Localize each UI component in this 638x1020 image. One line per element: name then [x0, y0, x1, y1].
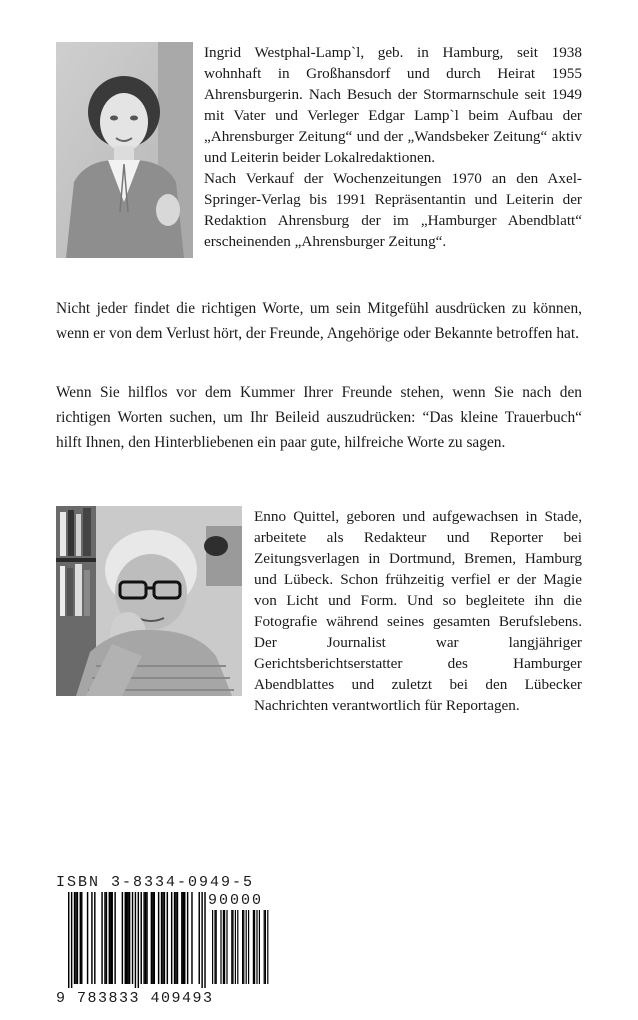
barcode-addon-number: 90000	[208, 892, 264, 909]
barcode-bar	[187, 892, 188, 984]
barcode-addon-bar	[248, 910, 249, 984]
author-bio-quittel	[56, 506, 582, 716]
barcode-bar	[114, 892, 115, 984]
author-bio-text-1: Ingrid Westphal-Lamp`l, geb. in Hamburg, seit 1938 wohnhaft in Großhansdorf und durch Heirat 1955 Ahrensburgerin. Nach Besuch der Stormarnschule seit 1949 mit Vater und Verleger Edgar Lamp`l beim Aufbau der „Ahrensburger Zeitung“ und der „Wandsbeker Zeitung“ aktiv und Leiterin beider Lokalredaktionen.	[204, 44, 582, 166]
barcode-bar	[135, 892, 136, 988]
barcode-bar	[75, 892, 76, 984]
barcode-bar	[74, 892, 75, 984]
barcode-bar	[162, 892, 163, 984]
barcode-bar	[177, 892, 178, 984]
portrait-photo-man-icon	[56, 506, 242, 696]
barcode-addon-bar	[253, 910, 254, 984]
barcode-bar	[141, 892, 142, 984]
author-bio-text-2: Nach Verkauf der Wochenzeitungen 1970 an den Axel-Springer-Verlag bis 1991 Repräsentantin und Leiterin der Redaktion Ahrensburg der im „Hamburger Abendblatt“ erscheinenden „Ahrensburger Zeitung“.	[204, 170, 582, 250]
barcode-bar	[191, 892, 192, 984]
barcode-bar	[171, 892, 172, 984]
barcode-bar	[77, 892, 78, 984]
barcode-addon-bar	[242, 910, 243, 984]
barcode-addon-bar	[214, 910, 215, 984]
barcode-bar	[81, 892, 82, 984]
barcode-bar	[184, 892, 185, 984]
barcode-addon-bar	[265, 910, 266, 984]
barcode-bar	[201, 892, 202, 988]
barcode-bar	[109, 892, 110, 984]
barcode-addon-bar	[256, 910, 257, 984]
barcode-addon-bar	[264, 910, 265, 984]
barcode-addon-bar	[232, 910, 233, 984]
barcode-bar	[164, 892, 165, 984]
portrait-photo-woman-icon	[56, 42, 193, 258]
barcode-addon-bar	[226, 910, 227, 984]
barcode-bar	[106, 892, 107, 984]
barcode-bar	[152, 892, 153, 984]
barcode-bar	[125, 892, 126, 984]
barcode-bar	[122, 892, 123, 984]
barcode-bar	[132, 892, 133, 984]
barcode-addon-bar	[224, 910, 225, 984]
barcode-bar	[204, 892, 205, 988]
barcode-bar	[68, 892, 69, 988]
barcode-bar	[183, 892, 184, 984]
author-photo-westphal-lampl	[56, 42, 193, 258]
barcode-addon-bar	[237, 910, 238, 984]
barcode-ean-number: 9 783833 409493	[56, 990, 214, 1007]
author-photo-quittel	[56, 506, 242, 696]
barcode-bar	[158, 892, 159, 984]
author-bio-westphal-lampl	[56, 42, 582, 252]
barcode-bar	[91, 892, 92, 984]
barcode-bar	[94, 892, 95, 984]
barcode-addon-bar	[216, 910, 217, 984]
barcode-bar	[127, 892, 128, 984]
barcode-bar	[146, 892, 147, 984]
intro-paragraph-1: Nicht jeder findet die richtigen Worte, um sein Mitgefühl ausdrücken zu können, wenn er von dem Verlust hört, der Freunde, Angehörige oder Bekannte betroffen hat.	[56, 300, 582, 342]
ean-barcode	[56, 892, 274, 1010]
barcode-bar	[87, 892, 88, 984]
barcode-bar	[199, 892, 200, 984]
author-bio-text-quittel: Enno Quittel, geboren und aufgewachsen in Stade, arbeitete als Redakteur und Reporter bei Zeitungsverlagen in Dortmund, Bremen, Hamburg und Lübeck. Schon frühzeitig verfiel er der Magie von Licht und Form. Und so begleitete ihn die Fotografie während seines gesamten Berufslebens. Der Journalist war langjähriger Gerichtsberichtserstatter des Hamburger Abendblattes und zuletzt bei den Lübecker Nachrichten verantwortlich für Reportagen.	[254, 508, 582, 714]
barcode-bar	[143, 892, 144, 984]
barcode-bar	[104, 892, 105, 984]
barcode-bar	[129, 892, 130, 984]
barcode-addon-bar	[243, 910, 244, 984]
barcode-bar	[138, 892, 139, 988]
barcode-addon-bar	[235, 910, 236, 984]
barcode-addon-bar	[246, 910, 247, 984]
barcode-addon-bar	[220, 910, 221, 984]
barcode-addon-bar	[223, 910, 224, 984]
barcode-addon-bar	[254, 910, 255, 984]
barcode-addon-bar	[267, 910, 268, 984]
barcode-bar	[110, 892, 111, 984]
barcode-bar	[71, 892, 72, 988]
barcode-addon-bar	[231, 910, 232, 984]
isbn-label: ISBN 3-8334-0949-5	[56, 874, 255, 891]
intro-paragraph-2: Wenn Sie hilflos vor dem Kummer Ihrer Freunde stehen, wenn Sie nach den richtigen Worten suchen, um Ihr Beileid auszudrücken: “Das kleine Trauerbuch“ hilft Ihnen, den Hinterbliebenen ein paar gute, hilfreiche Worte zu sagen.	[56, 384, 582, 451]
barcode-bar	[101, 892, 102, 984]
barcode-bar	[151, 892, 152, 984]
barcode-bar	[145, 892, 146, 984]
barcode-bar	[154, 892, 155, 984]
barcode-addon-bar	[259, 910, 260, 984]
barcode-bar	[161, 892, 162, 984]
barcode-bar	[167, 892, 168, 984]
barcode-addon-bar	[212, 910, 213, 984]
barcode-bar	[112, 892, 113, 984]
barcode-bar	[181, 892, 182, 984]
barcode-bar	[174, 892, 175, 984]
barcode-bar	[175, 892, 176, 984]
barcode-bar	[126, 892, 127, 984]
barcode-bar	[80, 892, 81, 984]
